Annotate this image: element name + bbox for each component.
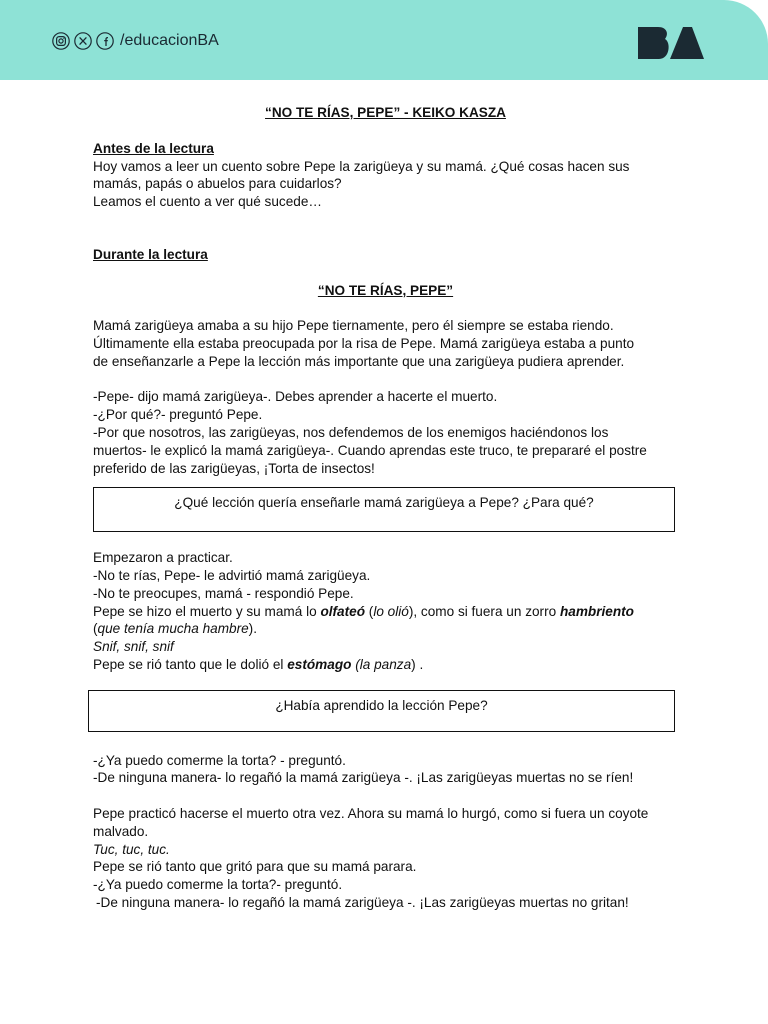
ba-logo (636, 24, 704, 62)
document-title: “NO TE RÍAS, PEPE” - KEIKO KASZA (265, 105, 506, 120)
sound-effect: Snif, snif, snif (93, 639, 174, 655)
vocab-word-hambriento: hambriento (559, 603, 634, 619)
story-paragraph-1 (93, 317, 678, 370)
text-line: -¿Ya puedo comerme la torta?- preguntó. (93, 877, 343, 893)
question-box-1 (93, 487, 675, 532)
before-reading-text (93, 158, 678, 211)
social-handle[interactable]: /educacionBA (120, 32, 219, 49)
text-line: -¿Por qué?- preguntó Pepe. (93, 407, 263, 423)
text-run: ( (365, 603, 374, 619)
text-line (93, 656, 678, 674)
text-line: Empezaron a practicar. (93, 550, 233, 566)
instagram-icon[interactable] (52, 32, 70, 50)
text-line: Pepe practicó hacerse el muerto otra vez. Ahora su mamá lo hurgó, como si fuera un coyote (93, 805, 649, 821)
text-line: -Por que nosotros, las zarigüeyas, nos defendemos de los enemigos haciéndonos los (93, 424, 609, 440)
text-line: Hoy vamos a leer un cuento sobre Pepe la zarigüeya y su mamá. ¿Qué cosas hacen sus (93, 158, 630, 174)
x-icon[interactable] (74, 32, 92, 50)
question-2: ¿Había aprendido la lección Pepe? (275, 697, 488, 713)
story-paragraph-3 (93, 549, 678, 674)
text-line: -De ninguna manera- lo regañó la mamá zarigüeya -. ¡Las zarigüeyas muertas no gritan! (96, 894, 629, 910)
vocab-definition: lo olió (373, 603, 409, 619)
social-links (52, 31, 219, 51)
text-run: Pepe se rió tanto que le dolió el (93, 656, 288, 672)
text-run: ), como si fuera un zorro (408, 603, 560, 619)
text-line: preferido de las zarigüeyas, ¡Torta de insectos! (93, 460, 375, 476)
text-line (93, 620, 678, 638)
text-line: Leamos el cuento a ver qué sucede… (93, 194, 322, 210)
during-reading-heading: Durante la lectura (93, 246, 208, 262)
text-line: -No te rías, Pepe- le advirtió mamá zarigüeya. (93, 567, 371, 583)
sound-effect: Tuc, tuc, tuc. (93, 841, 170, 857)
vocab-definition: que tenía mucha hambre (97, 621, 249, 637)
vocab-word-olfateo: olfateó (320, 603, 365, 619)
text-line: -No te preocupes, mamá - respondió Pepe. (93, 585, 354, 601)
text-run: Pepe se hizo el muerto y su mamá lo (93, 603, 321, 619)
text-line: -De ninguna manera- lo regañó la mamá zarigüeya -. ¡Las zarigüeyas muertas no se ríen! (93, 770, 634, 786)
text-line: mamás, papás o abuelos para cuidarlos? (93, 176, 342, 192)
question-1: ¿Qué lección quería enseñarle mamá zarigüeya a Pepe? ¿Para qué? (174, 495, 594, 511)
header-band (0, 0, 768, 80)
story-paragraph-2 (93, 388, 678, 477)
text-line: -¿Ya puedo comerme la torta? - preguntó. (93, 752, 346, 768)
story-title: “NO TE RÍAS, PEPE” (317, 282, 454, 298)
text-run: ). (248, 621, 257, 637)
text-line: Pepe se rió tanto que gritó para que su mamá parara. (93, 859, 417, 875)
story-paragraph-4 (93, 752, 678, 788)
vocab-word-estomago: estómago (287, 656, 352, 672)
text-run: ) . (411, 656, 424, 672)
text-line: de enseñanzarle a Pepe la lección más importante que una zarigüeya pudiera aprender. (93, 353, 625, 369)
vocab-definition: (la panza (355, 656, 412, 672)
text-line: -Pepe- dijo mamá zarigüeya-. Debes aprender a hacerte el muerto. (93, 389, 498, 405)
story-paragraph-5 (93, 805, 678, 912)
before-reading-heading: Antes de la lectura (93, 140, 214, 156)
question-box-2 (88, 690, 675, 732)
document-body (93, 104, 678, 912)
text-line (93, 603, 678, 621)
text-line: muertos- le explicó la mamá zarigüeya-. Cuando aprendas este truco, te prepararé el postre (93, 442, 647, 458)
text-run: ( (93, 621, 98, 637)
text-line: malvado. (93, 823, 149, 839)
facebook-icon[interactable] (96, 32, 114, 50)
text-line: Últimamente ella estaba preocupada por la risa de Pepe. Mamá zarigüeya estaba a punto (93, 335, 635, 351)
text-line: Mamá zarigüeya amaba a su hijo Pepe tiernamente, pero él siempre se estaba riendo. (93, 318, 614, 334)
